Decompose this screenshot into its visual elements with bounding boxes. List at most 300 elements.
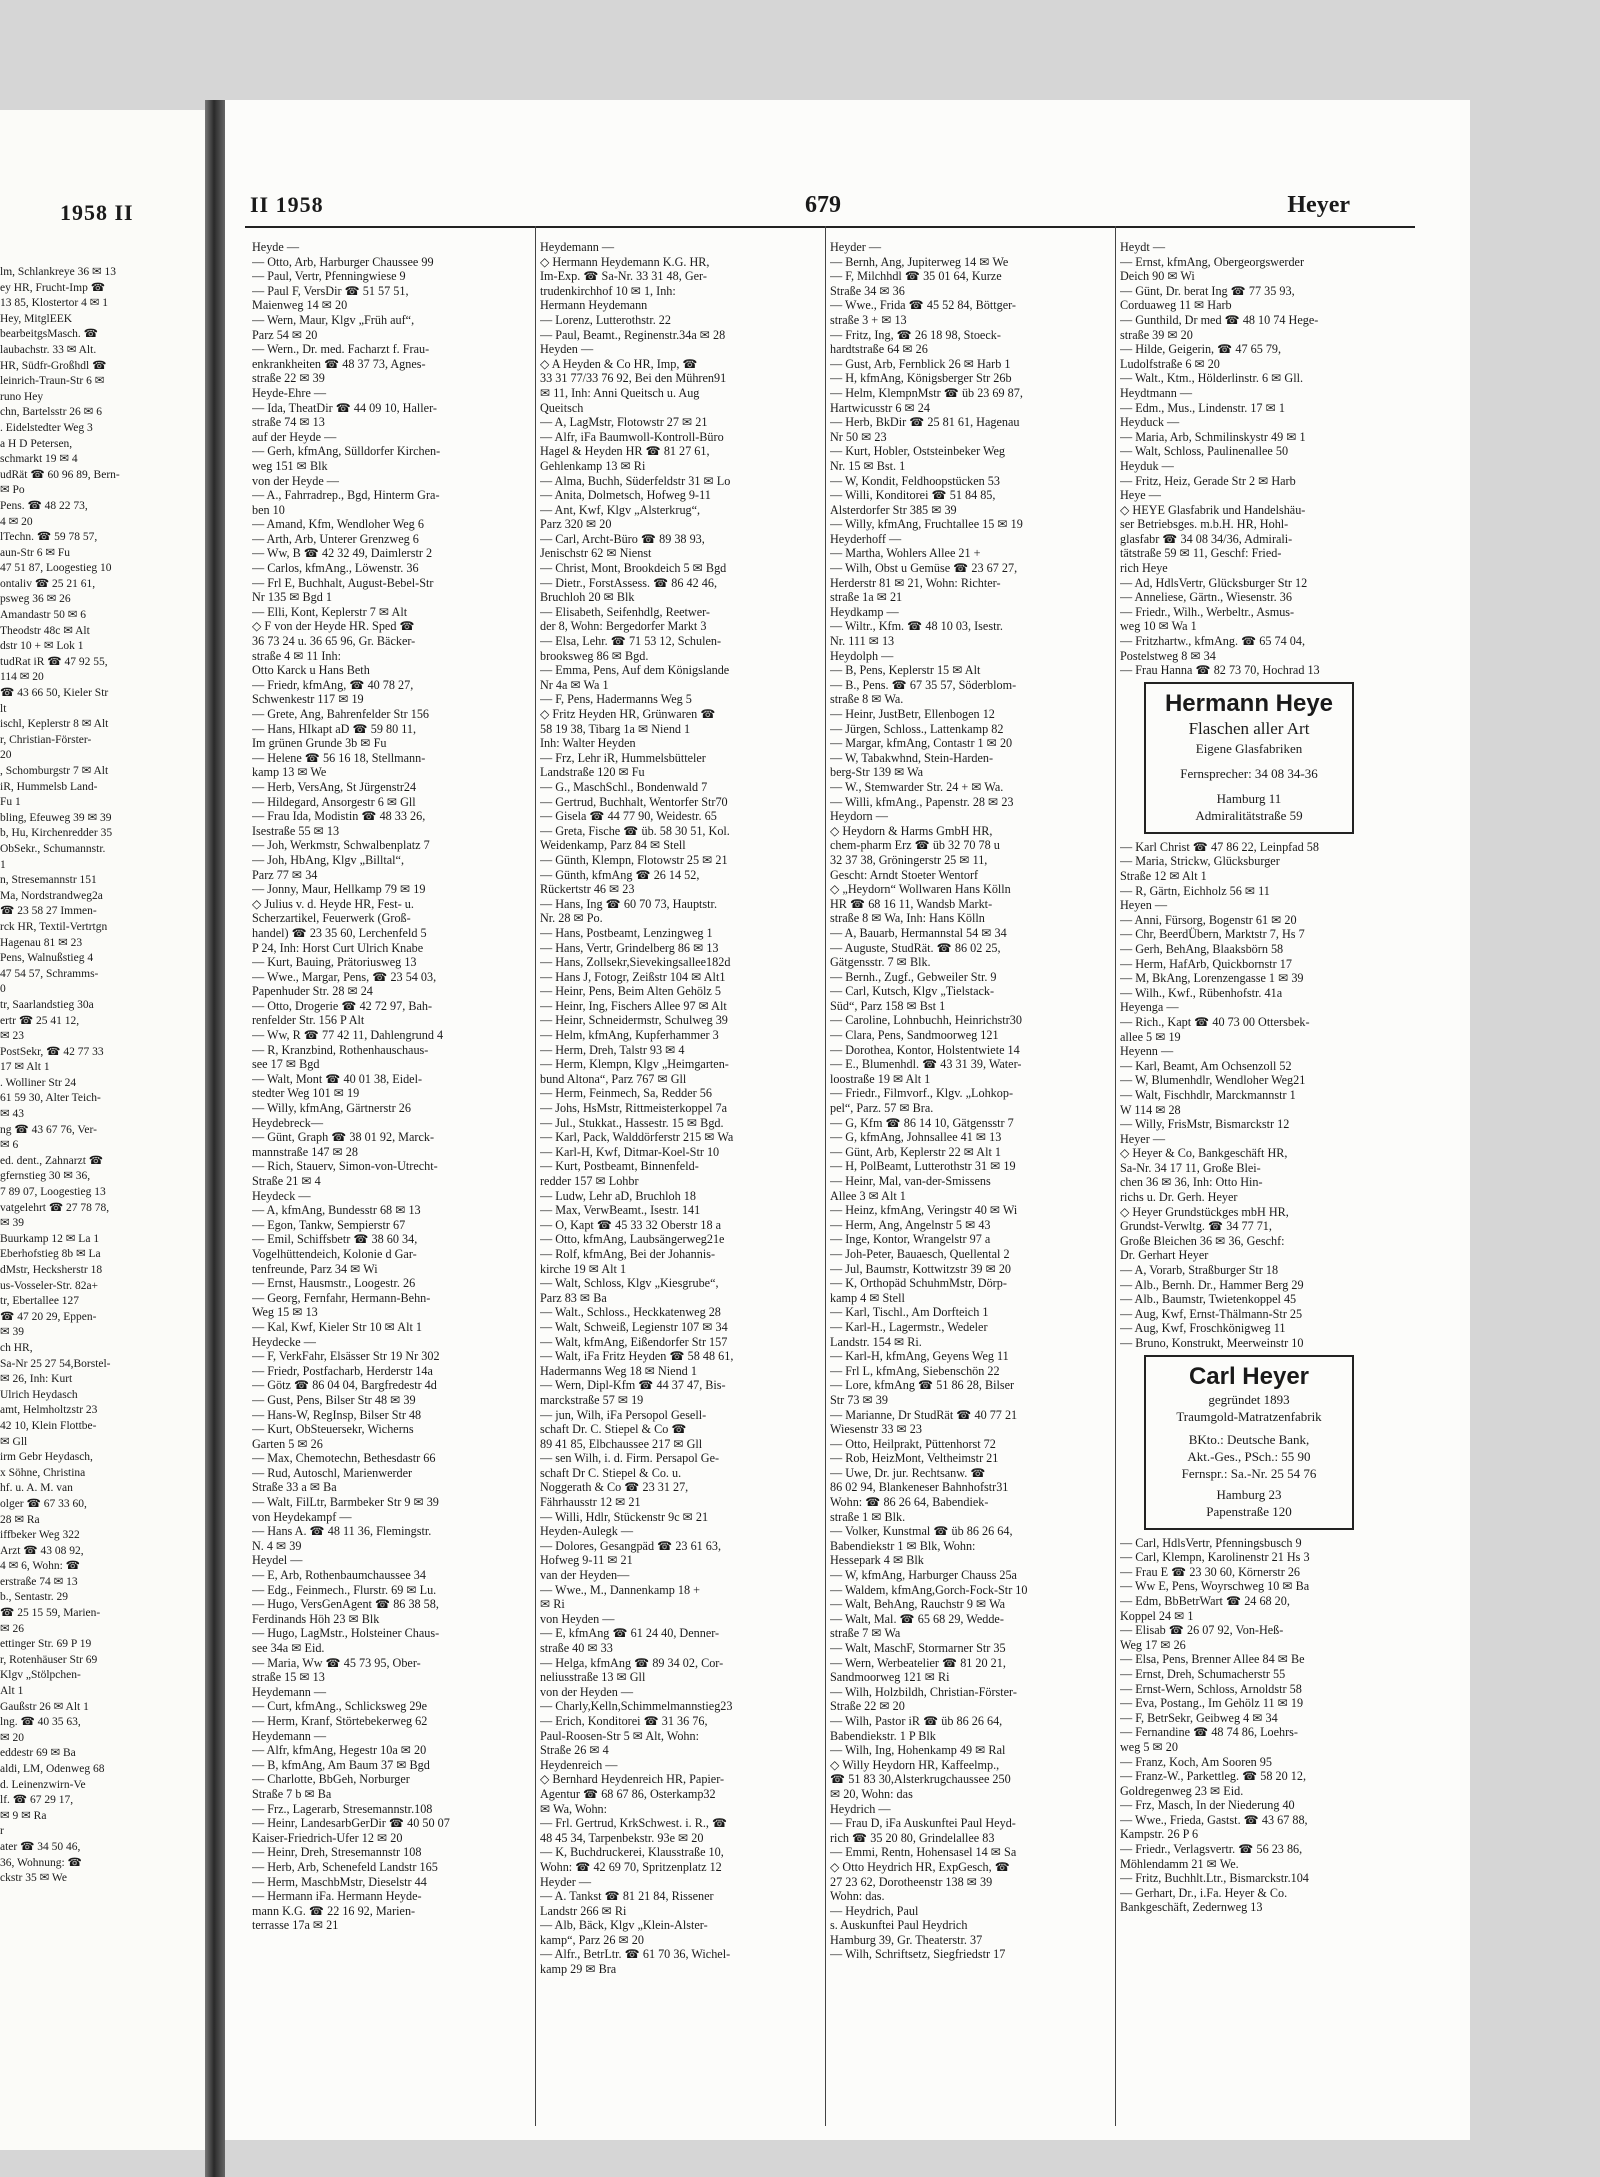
directory-entry-line: — Ernst, Hausmstr., Loogestr. 26 <box>252 1276 416 1291</box>
directory-entry-line: Hofweg 9-11 ✉ 21 <box>540 1553 633 1568</box>
directory-entry-line: Sa-Nr 25 27 54,Borstel- <box>0 1357 111 1370</box>
ad-city: Hamburg 23 <box>1216 1486 1282 1502</box>
directory-entry-line: — Johs, HsMstr, Rittmeisterkoppel 7a <box>540 1101 728 1116</box>
directory-entry-line: — Walt, BehAng, Rauchstr 9 ✉ Wa <box>830 1597 1006 1612</box>
directory-entry-line: Landstr 266 ✉ Ri <box>540 1903 627 1918</box>
directory-entry-line: kamp 29 ✉ Bra <box>540 1962 617 1977</box>
directory-entry-line: ✉ 9 ✉ Ra <box>0 1809 47 1822</box>
directory-entry-line: — A, kfmAng, Bundesstr 68 ✉ 13 <box>252 1203 421 1218</box>
directory-entry-line: kirche 19 ✉ Alt 1 <box>540 1261 627 1276</box>
directory-entry-line: Heyderhoff — <box>830 531 902 546</box>
directory-entry-line: — Heinz, kfmAng, Veringstr 40 ✉ Wi <box>830 1203 1018 1218</box>
directory-entry-line: Heyenga — <box>1120 1000 1179 1015</box>
directory-entry-line: — Hans, Ing ☎ 60 70 73, Hauptstr. <box>540 896 717 911</box>
directory-entry-line: — Karl, Beamt, Am Ochsenzoll 52 <box>1120 1058 1292 1073</box>
directory-entry-line: — Fernandine ☎ 48 74 86, Loehrs- <box>1120 1725 1298 1740</box>
directory-entry-line: HR, Südfr-Großhdl ☎ <box>0 359 107 372</box>
directory-entry-line: rich ☎ 35 20 80, Grindelallee 83 <box>830 1830 995 1845</box>
directory-entry-line: — Erich, Konditorei ☎ 31 36 76, <box>540 1713 708 1728</box>
directory-entry-line: Nr 4a ✉ Wa 1 <box>540 677 609 692</box>
directory-entry-line: — Otto, Drogerie ☎ 42 72 97, Bah- <box>252 998 433 1013</box>
directory-entry-line: — Heinr, Pens, Beim Alten Gehölz 5 <box>540 984 721 999</box>
directory-entry-line: Heydolph — <box>830 648 894 663</box>
directory-entry-line: — Frl E, Buchhalt, August-Bebel-Str <box>252 575 434 590</box>
directory-entry-line: — Helm, kfmAng, Kupferhammer 3 <box>540 1028 719 1043</box>
directory-entry-line: see 17 ✉ Bgd <box>252 1057 320 1072</box>
directory-entry-line: Heyder — <box>540 1874 592 1889</box>
directory-entry-line: W 114 ✉ 28 <box>1120 1102 1181 1117</box>
directory-entry-line: — Edm, BbBetrWart ☎ 24 68 20, <box>1120 1593 1290 1608</box>
directory-entry-line: — Ernst-Wern, Schloss, Arnoldstr 58 <box>1120 1681 1302 1696</box>
directory-entry-line: Paul-Roosen-Str 5 ✉ Alt, Wohn: <box>540 1728 699 1743</box>
directory-entry-line: — Alfr, kfmAng, Hegestr 10a ✉ 20 <box>252 1743 427 1758</box>
directory-entry-line: — Ww, B ☎ 42 32 49, Daimlerstr 2 <box>252 546 433 561</box>
directory-entry-line: Gätgensstr. 7 ✉ Blk. <box>830 955 931 970</box>
directory-entry-line: aldi, LM, Odenweg 68 <box>0 1763 105 1775</box>
ad-text: Eigene Glasfabriken <box>1195 740 1303 756</box>
directory-entry-line: 20 <box>0 749 12 762</box>
directory-entry-line: iffbeker Weg 322 <box>0 1529 80 1542</box>
directory-entry-line: — Ludw, Lehr aD, Bruchloh 18 <box>540 1188 696 1203</box>
directory-entry-line: — R, Kranzbind, Rothenhauschaus- <box>252 1042 429 1057</box>
directory-entry-line: chem-pharm Erz ☎ üb 32 70 78 u <box>830 838 1000 853</box>
directory-entry-line: Kaiser-Friedrich-Ufer 12 ✉ 20 <box>252 1830 403 1845</box>
directory-entry-line: — Uwe, Dr. jur. Rechtsanw. ☎ <box>830 1465 986 1480</box>
directory-entry-line: Heyde-Ehre — <box>252 385 327 400</box>
directory-entry-line: straße 22 ✉ 39 <box>252 371 325 386</box>
directory-entry-line: Amandastr 50 ✉ 6 <box>0 609 86 622</box>
directory-entry-line: Heye — <box>1120 488 1161 503</box>
directory-entry-line: — Wilh, Ing, Hohenkamp 49 ✉ Ral <box>830 1743 1006 1758</box>
directory-entry-line: — Heinr, Ing, Fischers Allee 97 ✉ Alt <box>540 998 727 1013</box>
directory-entry-line: ◇ Heyer & Co, Bankgeschäft HR, <box>1120 1146 1288 1161</box>
directory-entry-line: — A., Fahrradrep., Bgd, Hinterm Gra- <box>252 488 440 503</box>
directory-entry-line: Rückertstr 46 ✉ 23 <box>540 882 635 897</box>
directory-entry-line: — Götz ☎ 86 04 04, Bargfredestr 4d <box>252 1378 437 1393</box>
ad-phone: Fernsprecher: 34 08 34-36 <box>1180 765 1318 781</box>
directory-entry-line: — Lorenz, Lutterothstr. 22 <box>540 312 671 327</box>
page-running-head: Heyer <box>1287 192 1350 218</box>
directory-entry-line: — F, Pens, Hadermanns Weg 5 <box>540 692 692 707</box>
directory-entry-line: 42 10, Klein Flottbe- <box>0 1419 97 1432</box>
directory-entry-line: ed. dent., Zahnarzt ☎ <box>0 1154 104 1167</box>
ad-city: Hamburg 11 <box>1216 790 1282 806</box>
directory-entry-line: — W., Stemwarder Str. 24 + ✉ Wa. <box>830 779 1004 794</box>
directory-entry-line: — Friedr., Wilh., Werbeltr., Asmus- <box>1120 604 1295 619</box>
directory-entry-line: Hartwicusstr 6 ✉ 24 <box>830 400 930 415</box>
directory-entry-line: Heyduck — <box>1120 415 1180 430</box>
directory-entry-line: — Walt, Fischhdlr, Marckmannstr 1 <box>1120 1087 1296 1102</box>
directory-entry-line: — Hugo, VersGenAgent ☎ 86 38 58, <box>252 1597 439 1612</box>
directory-entry-line: mann K.G. ☎ 22 16 92, Marien- <box>252 1903 416 1918</box>
directory-entry-line: — Alb., Bernh. Dr., Hammer Berg 29 <box>1120 1277 1304 1292</box>
directory-entry-line: — W, Kondit, Feldhoopstücken 53 <box>830 473 1000 488</box>
directory-entry-line: Gehlenkamp 13 ✉ Ri <box>540 458 646 473</box>
directory-entry-line: Ma, Nordstrandweg2a <box>0 889 103 902</box>
directory-entry-line: Wohn: das. <box>830 1889 885 1904</box>
directory-entry-line: amt, Helmholtzstr 23 <box>0 1404 98 1417</box>
directory-entry-line: 33 31 77/33 76 92, Bei den Mühren91 <box>540 371 727 386</box>
directory-entry-line: — Willy, FrisMstr, Bismarckstr 12 <box>1120 1117 1290 1132</box>
directory-entry-line: — Karl-H, Kwf, Ditmar-Koel-Str 10 <box>540 1144 720 1159</box>
directory-entry-line: r, Rotenhäuser Str 69 <box>0 1653 98 1666</box>
directory-entry-line: — Herb, BkDir ☎ 25 81 61, Hagenau <box>830 415 1020 430</box>
directory-entry-line: lt <box>0 702 7 715</box>
directory-entry-line: ◇ Willy Heydorn HR, Kaffeelmp., <box>830 1757 1000 1772</box>
directory-entry-line: 27 23 62, Dorotheenstr 138 ✉ 39 <box>830 1874 993 1889</box>
directory-entry-line: — Ernst, kfmAng, Obergeorgswerder <box>1120 254 1305 269</box>
directory-entry-line: ◇ Heyer Grundstückges mbH HR, <box>1120 1204 1289 1219</box>
directory-entry-line: Heyde — <box>252 240 300 254</box>
directory-entry-line: — Arth, Arb, Unterer Grenzweg 6 <box>252 531 419 546</box>
directory-entry-line: — Marianne, Dr StudRät ☎ 40 77 21 <box>830 1407 1018 1422</box>
directory-entry-line: Buurkamp 12 ✉ La 1 <box>0 1232 100 1245</box>
directory-entry-line: von der Heyde — <box>252 473 339 488</box>
directory-entry-line: — Eva, Postang., Im Gehölz 11 ✉ 19 <box>1120 1696 1304 1711</box>
directory-entry-line: Arzt ☎ 43 08 92, <box>0 1544 84 1557</box>
directory-entry-line: ◇ „Heydorn“ Wollwaren Hans Kölln <box>830 882 1011 897</box>
directory-entry-line: — Dorothea, Kontor, Holstentwiete 14 <box>830 1042 1020 1057</box>
directory-entry-line: Heydeck — <box>252 1188 311 1203</box>
directory-entry-line: hf. u. A. M. van <box>0 1482 73 1495</box>
directory-entry-line: Nr 135 ✉ Bgd 1 <box>252 590 332 605</box>
directory-entry-line: brooksweg 86 ✉ Bgd. <box>540 648 649 663</box>
directory-entry-line: — Volker, Kunstmal ☎ üb 86 26 64, <box>830 1524 1013 1539</box>
directory-entry-line: straße 40 ✉ 33 <box>540 1641 613 1655</box>
ad-phone: Fernspr.: Sa.-Nr. 25 54 76 <box>1181 1465 1317 1481</box>
directory-entry-line: ✉ 43 <box>0 1108 25 1121</box>
directory-entry-line: Nr. 111 ✉ 13 <box>830 634 895 649</box>
directory-entry-line: — Curt, kfmAng., Schlicksweg 29e <box>252 1699 428 1714</box>
directory-entry-line: — Frau Hanna ☎ 82 73 70, Hochrad 13 <box>1120 663 1320 678</box>
directory-entry-line: Süd“, Parz 158 ✉ Bst 1 <box>830 998 946 1013</box>
directory-entry-line: Straße 34 ✉ 36 <box>830 283 905 298</box>
directory-entry-line: ckstr 35 ✉ We <box>0 1872 67 1885</box>
directory-entry-line: Sa-Nr. 34 17 11, Große Blei- <box>1120 1160 1261 1175</box>
directory-entry-line: Wohn: ☎ 86 26 64, Babendiek- <box>830 1495 989 1510</box>
directory-entry-line: — Elsa, Lehr. ☎ 71 53 12, Schulen- <box>540 634 722 649</box>
directory-entry-line: s. Auskunftei Paul Heydrich <box>830 1918 968 1933</box>
directory-entry-line: Postelstweg 8 ✉ 34 <box>1120 648 1216 663</box>
directory-entry-line: ✉ Gll <box>0 1435 28 1448</box>
directory-entry-line: — Bernh., Zugf., Gebweiler Str. 9 <box>830 969 997 984</box>
directory-entry-line: — Anita, Dolmetsch, Hofweg 9-11 <box>540 488 711 503</box>
directory-entry-line: — Alb, Bäck, Klgv „Klein-Alster- <box>540 1918 708 1933</box>
directory-entry-line: r <box>0 1825 4 1838</box>
directory-entry-line: Vogelhüttendeich, Kolonie d Gar- <box>252 1246 417 1261</box>
directory-entry-line: ☎ 47 20 29, Eppen- <box>0 1310 97 1323</box>
directory-entry-line: — Joh, HbAng, Klgv „Billtal“, <box>252 852 404 867</box>
directory-entry-line: ischl, Keplerstr 8 ✉ Alt <box>0 718 109 731</box>
directory-entry-line: chn, Bartelsstr 26 ✉ 6 <box>0 406 102 419</box>
directory-entry-line: — Otto, Heilprakt, Püttenhorst 72 <box>830 1436 996 1451</box>
directory-entry-line: — Elisabeth, Seifenhdlg, Reetwer- <box>540 604 710 619</box>
directory-entry-line: Bruchloh 20 ✉ Blk <box>540 590 635 605</box>
directory-entry-line: dMstr, Hecksherstr 18 <box>0 1264 103 1276</box>
directory-entry-line: Möhlendamm 21 ✉ We. <box>1120 1856 1239 1871</box>
directory-entry-line: — Walt, Mal. ☎ 65 68 29, Wedde- <box>830 1611 1004 1626</box>
directory-entry-line: — Kurt, Postbeamt, Binnenfeld- <box>540 1159 699 1174</box>
directory-entry-line: — Frz., Lagerarb, Stresemannstr.108 <box>252 1801 433 1816</box>
directory-entry-line: Heyder — <box>830 240 882 254</box>
directory-entry-line: — Alfr, iFa Baumwoll-Kontroll-Büro <box>540 429 724 444</box>
directory-entry-line: — Alb., Baumstr, Twietenkoppel 45 <box>1120 1292 1297 1307</box>
directory-entry-line: von der Heyden — <box>540 1684 634 1699</box>
directory-entry-line: — E, Arb, Rothenbaumchaussee 34 <box>252 1568 426 1583</box>
directory-entry-line: Heydemann — <box>252 1684 327 1699</box>
directory-entry-line: — Franz, Koch, Am Sooren 95 <box>1120 1754 1272 1769</box>
advertisement-carl-heyer <box>1144 1355 1354 1530</box>
directory-entry-line: — E., Blumenhdl. ☎ 43 31 39, Water- <box>830 1057 1022 1072</box>
directory-entry-line: — Charly,Kelln,Schimmelmannstieg23 <box>540 1699 733 1714</box>
directory-entry-line: redder 157 ✉ Lohbr <box>540 1174 639 1188</box>
directory-entry-line: Parz 54 ✉ 20 <box>252 327 318 342</box>
directory-entry-line: — A, Bauarb, Hermannstal 54 ✉ 34 <box>830 925 1007 940</box>
directory-entry-line: — Herm, Feinmech, Sa, Redder 56 <box>540 1086 712 1101</box>
directory-entry-line: — Elsa, Pens, Brenner Allee 84 ✉ Be <box>1120 1652 1305 1667</box>
directory-entry-line: ◇ HEYE Glasfabrik und Handelshäu- <box>1120 502 1306 517</box>
directory-entry-line: bearbeitgsMasch. ☎ <box>0 328 98 341</box>
directory-entry-line: rck HR, Textil-Vertrtgn <box>0 920 108 933</box>
directory-entry-line: — Hans-W, RegInsp, Bilser Str 48 <box>252 1407 422 1422</box>
header-rule <box>245 226 1415 228</box>
directory-entry-line: ontaliv ☎ 25 21 61, <box>0 577 96 590</box>
directory-entry-line: 17 ✉ Alt 1 <box>0 1061 50 1074</box>
directory-entry-line: — Gerh, kfmAng, Sülldorfer Kirchen- <box>252 444 441 459</box>
directory-entry-line: — Hilde, Geigerin, ☎ 47 65 79, <box>1120 342 1282 357</box>
directory-entry-line: Heyer — <box>1120 1131 1166 1146</box>
directory-entry-line: — Karl, Tischl., Am Dorfteich 1 <box>830 1305 989 1320</box>
directory-entry-line: r, Christian-Förster- <box>0 733 92 746</box>
directory-entry-line: irm Gebr Heydasch, <box>0 1451 93 1464</box>
directory-entry-line: Eberhofstieg 8b ✉ La <box>0 1248 101 1261</box>
directory-entry-line: — Friedr, Postfacharb, Herderstr 14a <box>252 1363 433 1378</box>
directory-entry-line: — Wilh, Schriftsetz, Siegfriedstr 17 <box>830 1947 1006 1962</box>
directory-entry-line: ◇ Otto Heydrich HR, ExpGesch, ☎ <box>830 1859 1010 1874</box>
directory-entry-line: — Rich., Kapt ☎ 40 73 00 Ottersbek- <box>1120 1014 1310 1029</box>
directory-entry-line: ◇ Bernhard Heydenreich HR, Papier- <box>540 1772 725 1787</box>
directory-entry-line: — Aug, Kwf, Ernst-Thälmann-Str 25 <box>1120 1306 1303 1321</box>
directory-entry-line: — sen Wilh, i. d. Firm. Persapol Ge- <box>540 1451 720 1466</box>
directory-entry-line: — Heinr, Mal, van-der-Smissens <box>830 1174 991 1188</box>
directory-entry-line: aun-Str 6 ✉ Fu <box>0 546 71 559</box>
directory-entry-line: der 8, Wohn: Bergedorfer Markt 3 <box>540 619 707 634</box>
directory-entry-line: straße 3 + ✉ 13 <box>830 312 907 327</box>
directory-entry-line: — Frau E ☎ 23 30 60, Körnerstr 26 <box>1120 1564 1301 1579</box>
directory-entry-line: — Aug, Kwf, Froschkönigweg 11 <box>1120 1321 1286 1336</box>
directory-entry-line: — Karl, Pack, Walddörferstr 215 ✉ Wa <box>540 1130 734 1145</box>
directory-entry-line: Babendiekstr 1 ✉ Blk, Wohn: <box>830 1538 976 1553</box>
directory-entry-line: — Walt, FilLtr, Barmbeker Str 9 ✉ 39 <box>252 1495 439 1510</box>
directory-entry-line: — Wern, Werbeatelier ☎ 81 20 21, <box>830 1655 1006 1670</box>
directory-entry-line: — Ernst, Dreh, Schumacherstr 55 <box>1120 1666 1286 1681</box>
directory-entry-line: leinrich-Traun-Str 6 ✉ <box>0 375 105 388</box>
directory-entry-line: ◇ Hermann Heydemann K.G. HR, <box>540 254 710 269</box>
directory-entry-line: ◇ Julius v. d. Heyde HR, Fest- u. <box>252 896 414 911</box>
directory-entry-line: Im grünen Grunde 3b ✉ Fu <box>252 736 387 751</box>
directory-entry-line: Hagel & Heyden HR ☎ 81 27 61, <box>540 444 710 459</box>
directory-entry-line: Str 73 ✉ 39 <box>830 1392 888 1407</box>
directory-entry-line: — Hugo, LagMstr., Holsteiner Chaus- <box>252 1626 440 1641</box>
directory-entry-line: — Frz, Masch, In der Niederung 40 <box>1120 1798 1295 1813</box>
directory-entry-line: — Hildegard, Ansorgestr 6 ✉ Gll <box>252 794 416 809</box>
directory-entry-line: marckstraße 57 ✉ 19 <box>540 1392 644 1407</box>
directory-entry-line: udRät ☎ 60 96 89, Bern- <box>0 468 120 481</box>
ad-address: Admiralitätstraße 59 <box>1195 807 1303 823</box>
directory-entry-line: 13 85, Klostertor 4 ✉ 1 <box>0 297 109 310</box>
directory-entry-line: weg 5 ✉ 20 <box>1120 1739 1178 1754</box>
ad-bank-2: Akt.-Ges., PSch.: 55 90 <box>1187 1448 1311 1464</box>
directory-entry-line: — Bernh, Ang, Jupiterweg 14 ✉ We <box>830 254 1009 269</box>
directory-entry-line: Klgv „Stölpchen- <box>0 1669 81 1682</box>
directory-entry-line: 61 59 30, Alter Teich- <box>0 1092 101 1105</box>
directory-entry-line: hardtstraße 64 ✉ 26 <box>830 342 928 357</box>
directory-entry-line: ✉ 26, Inh: Kurt <box>0 1373 73 1386</box>
directory-entry-line: ey HR, Frucht-Imp ☎ <box>0 281 106 294</box>
directory-entry-line: — Helm, KlempnMstr ☎ üb 23 69 87, <box>830 385 1023 400</box>
directory-entry-line: bund Altona“, Parz 767 ✉ Gll <box>540 1071 687 1086</box>
directory-entry-line: Alsterdorfer Str 385 ✉ 39 <box>830 502 957 517</box>
directory-entry-line: — Rud, Autoschl, Marienwerder <box>252 1465 413 1480</box>
directory-entry-line: — Hans, Postbeamt, Lenzingweg 1 <box>540 925 713 940</box>
directory-entry-line: Jenischstr 62 ✉ Nienst <box>540 546 652 561</box>
directory-entry-line: chen 36 ✉ 36, Inh: Otto Hin- <box>1120 1175 1263 1190</box>
directory-entry-line: Heydebreck— <box>252 1115 324 1130</box>
directory-entry-line: — Hermann iFa. Hermann Heyde- <box>252 1889 422 1904</box>
directory-entry-line: — Dietr., ForstAssess. ☎ 86 42 46, <box>540 575 718 590</box>
directory-entry-line: — G, kfmAng, Johnsallee 41 ✉ 13 <box>830 1130 1002 1145</box>
directory-entry-line: tudRat iR ☎ 47 92 55, <box>0 655 108 668</box>
directory-entry-line: Wiesenstr 33 ✉ 23 <box>830 1422 922 1437</box>
directory-entry-line: tr, Saarlandstieg 30a <box>0 998 94 1011</box>
directory-entry-line: Landstr. 154 ✉ Ri. <box>830 1334 922 1349</box>
directory-entry-line: — Herm, Klempn, Klgv „Heimgarten- <box>540 1057 729 1072</box>
directory-entry-line: — G., MaschSchl., Bondenwald 7 <box>540 779 708 794</box>
directory-entry-line: — Willy, kfmAng, Fruchtallee 15 ✉ 19 <box>830 517 1023 532</box>
directory-entry-line: — Elli, Kont, Keplerstr 7 ✉ Alt <box>252 604 408 619</box>
page-number: 679 <box>805 192 841 218</box>
directory-entry-line: — Walt, kfmAng, Eißendorfer Str 157 <box>540 1334 728 1349</box>
directory-entry-line: tätstraße 59 ✉ 11, Geschf: Fried- <box>1120 546 1282 561</box>
directory-entry-line: ✉ 20 <box>0 1731 25 1744</box>
directory-entry-line: — Wwe., Frieda, Gastst. ☎ 43 67 88, <box>1120 1812 1308 1827</box>
directory-entry-line: — Jonny, Maur, Hellkamp 79 ✉ 19 <box>252 882 426 897</box>
directory-entry-line: loostraße 19 ✉ Alt 1 <box>830 1071 931 1086</box>
directory-entry-line: b, Hu, Kirchenredder 35 <box>0 827 113 840</box>
directory-entry-line: Ulrich Heydasch <box>0 1388 78 1401</box>
directory-entry-line: ettinger Str. 69 P 19 <box>0 1638 92 1651</box>
directory-entry-line: 47 54 57, Schramms- <box>0 967 99 980</box>
directory-entry-line: — Walt, Schloss, Klgv „Kiesgrube“, <box>540 1276 719 1291</box>
directory-entry-line: — Hans, Vertr, Grindelberg 86 ✉ 13 <box>540 940 719 955</box>
directory-entry-line: kamp“, Parz 26 ✉ 20 <box>540 1932 644 1947</box>
directory-entry-line: Heyenn — <box>1120 1044 1174 1059</box>
directory-entry-line: — Maria, Ww ☎ 45 73 95, Ober- <box>252 1655 421 1670</box>
directory-entry-line: Koppel 24 ✉ 1 <box>1120 1608 1194 1623</box>
directory-entry-line: — Herm, HafArb, Quickbornstr 17 <box>1120 956 1292 971</box>
directory-entry-line: kamp 4 ✉ Stell <box>830 1290 905 1305</box>
directory-entry-line: us-Vosseler-Str. 82a+ <box>0 1279 99 1292</box>
page-volume-year: II 1958 <box>250 192 324 217</box>
directory-entry-line: , Schomburgstr 7 ✉ Alt <box>0 765 109 777</box>
directory-entry-line: — Wern., Dr. med. Facharzt f. Frau- <box>252 342 430 357</box>
left-page-header: 1958 II <box>60 200 134 225</box>
directory-entry-line: Queitsch <box>540 400 584 415</box>
directory-entry-line: Herderstr 81 ✉ 21, Wohn: Richter- <box>830 575 1001 590</box>
directory-entry-line: — Walt, Mont ☎ 40 01 38, Eidel- <box>252 1071 423 1086</box>
directory-entry-line: — W, kfmAng, Harburger Chauss 25a <box>830 1568 1017 1583</box>
directory-entry-line: Schwenkestr 117 ✉ 19 <box>252 692 364 707</box>
directory-entry-line: Hadermanns Weg 18 ✉ Niend 1 <box>540 1363 697 1378</box>
directory-entry-line: Heydenreich — <box>540 1757 618 1772</box>
directory-entry-line: — Charlotte, BbGeh, Norburger <box>252 1772 410 1787</box>
directory-entry-line: — Heinr, JustBetr, Ellenbogen 12 <box>830 707 995 721</box>
directory-entry-line: — Greta, Fische ☎ üb. 58 30 51, Kol. <box>540 823 730 838</box>
directory-entry-line: kamp 13 ✉ We <box>252 765 327 780</box>
directory-entry-line: 0 <box>0 983 6 996</box>
directory-entry-line: lf. ☎ 67 29 17, <box>0 1794 74 1807</box>
directory-entry-line: — Gerhart, Dr., i.Fa. Heyer & Co. <box>1120 1885 1288 1900</box>
directory-entry-line: — K, Orthopäd SchuhmMstr, Dörp- <box>830 1276 1007 1291</box>
directory-entry-line: — Fritzhartw., kfmAng. ☎ 65 74 04, <box>1120 634 1305 649</box>
directory-entry-line: 89 41 85, Elbchaussee 217 ✉ Gll <box>540 1436 703 1451</box>
directory-entry-line: ser Betriebsges. m.b.H. HR, Hohl- <box>1120 517 1289 532</box>
directory-entry-line: — A. Tankst ☎ 81 21 84, Rissener <box>540 1889 714 1904</box>
directory-entry-line: pel“, Parz. 57 ✉ Bra. <box>830 1101 934 1116</box>
directory-entry-line: 48 45 34, Tarpenbekstr. 93e ✉ 20 <box>540 1830 704 1845</box>
directory-entry-line: Heydemann — <box>252 1728 327 1743</box>
directory-entry-line: — Emmi, Rentn, Hohensasel 14 ✉ Sa <box>830 1845 1017 1860</box>
directory-entry-line: — Frau D, iFa Auskunftei Paul Heyd- <box>830 1816 1016 1831</box>
advertisement-hermann-heye <box>1144 682 1354 834</box>
directory-entry-line: schaft Dr. C. Stiepel & Co ☎ <box>540 1422 687 1437</box>
directory-column-4 <box>1120 240 1420 1915</box>
directory-entry-line: — Dolores, Gesangpäd ☎ 23 61 63, <box>540 1538 722 1553</box>
directory-entry-line: — Heinr, Dreh, Stresemannstr 108 <box>252 1845 422 1860</box>
directory-entry-line: laubachstr. 33 ✉ Alt. <box>0 343 97 356</box>
directory-entry-line: — Paul F, VersDir ☎ 51 57 51, <box>252 283 409 298</box>
directory-entry-line: — Herm, Kranf, Störtebekerweg 62 <box>252 1713 428 1728</box>
directory-entry-line: — Frau Ida, Modistin ☎ 48 33 26, <box>252 809 426 824</box>
directory-entry-line: — Heinr, Schneidermstr, Schulweg 39 <box>540 1013 728 1028</box>
directory-entry-line: 28 ✉ Ra <box>0 1513 40 1526</box>
ad-company-name: Hermann Heye <box>1164 689 1334 717</box>
directory-entry-line: ☎ 25 15 59, Marien- <box>0 1607 101 1620</box>
directory-entry-line: iR, Hummelsb Land- <box>0 780 98 793</box>
directory-entry-line: — Amand, Kfm, Wendloher Weg 6 <box>252 517 424 532</box>
directory-entry-line: Große Bleichen 36 ✉ 36, Geschf: <box>1120 1233 1285 1248</box>
directory-entry-line: Heydecke — <box>252 1334 316 1349</box>
directory-entry-line: dstr 10 + ✉ Lok 1 <box>0 640 84 653</box>
directory-entry-line: Allee 3 ✉ Alt 1 <box>830 1188 906 1203</box>
directory-entry-line: see 34a ✉ Eid. <box>252 1641 325 1655</box>
directory-entry-line: — Chr, BeerdÜbern, Marktstr 7, Hs 7 <box>1120 927 1305 942</box>
directory-entry-line: Hermann Heydemann <box>540 298 648 313</box>
directory-entry-line: Heydkamp — <box>830 604 899 619</box>
directory-entry-line: Theodstr 48c ✉ Alt <box>0 624 90 637</box>
right-page <box>225 100 1470 2140</box>
directory-entry-line: — R, Gärtn, Eichholz 56 ✉ 11 <box>1120 883 1270 898</box>
directory-entry-line: — Wilh, Pastor iR ☎ üb 86 26 64, <box>830 1713 1003 1728</box>
directory-entry-line: — Walt., Ktm., Hölderlinstr. 6 ✉ Gll. <box>1120 371 1304 386</box>
directory-entry-line: ◇ Heydorn & Harms GmbH HR, <box>830 823 993 838</box>
directory-entry-line: — B, Pens, Keplerstr 15 ✉ Alt <box>830 663 981 678</box>
directory-entry-line: straße 8 ✉ Wa, Inh: Hans Kölln <box>830 911 985 926</box>
directory-entry-line: ◇ A Heyden & Co HR, Imp, ☎ <box>540 356 698 371</box>
directory-entry-line: — Carl, Kutsch, Klgv „Tielstack- <box>830 984 995 999</box>
directory-entry-line: Heydtmann — <box>1120 385 1193 400</box>
directory-entry-line: Straße 22 ✉ 20 <box>830 1699 905 1714</box>
